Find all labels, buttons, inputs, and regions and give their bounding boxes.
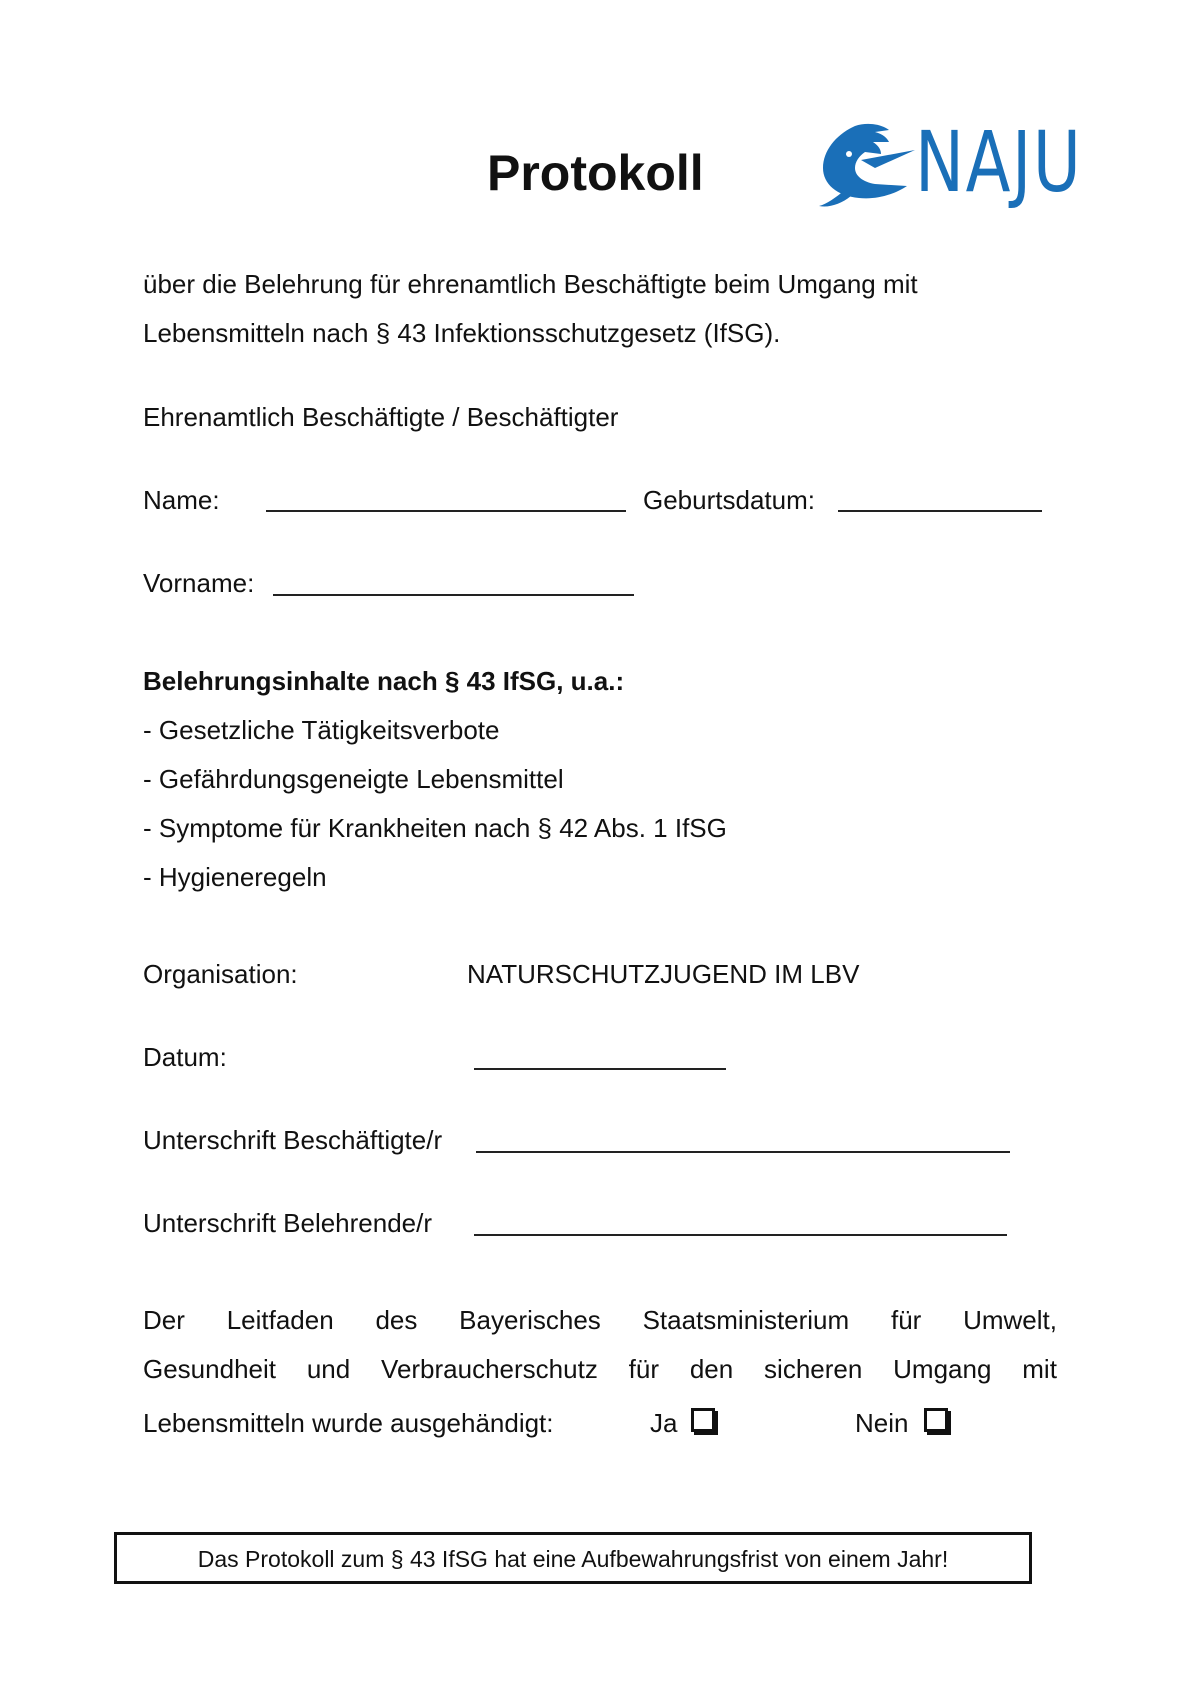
intro-line-1: über die Belehrung für ehrenamtlich Beschäftigte beim Umgang mit [143,269,918,299]
guide-word: Staatsministerium [642,1305,850,1335]
page-title: Protokoll [487,145,704,201]
guide-word: Umwelt, [963,1305,1057,1335]
guide-line-3: Lebensmitteln wurde ausgehändigt: [143,1408,554,1438]
guide-line-1 [143,1304,1057,1336]
naju-logo [815,113,1085,211]
instructor-signature-field[interactable] [474,1234,1007,1236]
guide-word: Gesundheit [143,1354,276,1384]
guide-word: Bayerisches [459,1305,601,1335]
birthdate-field[interactable] [838,510,1042,512]
retention-notice-text: Das Protokoll zum § 43 IfSG hat eine Aufbewahrungsfrist von einem Jahr! [197,1546,949,1572]
guide-word: Der [143,1305,185,1335]
organisation-label: Organisation: [143,959,298,989]
guide-word: für [628,1354,659,1384]
guide-word: den [689,1354,734,1384]
date-field[interactable] [474,1068,726,1070]
guide-word: Verbraucherschutz [381,1354,598,1384]
list-item: - Gefährdungsgeneigte Lebensmittel [143,764,564,794]
birthdate-label: Geburtsdatum: [643,485,815,515]
logo-wordmark: NAJU [915,113,1083,211]
guide-word: sicheren [764,1354,863,1384]
firstname-field[interactable] [273,594,634,596]
instructor-signature-label: Unterschrift Belehrende/r [143,1208,433,1238]
kingfisher-bird-icon [815,120,915,210]
guide-word: für [890,1305,922,1335]
no-checkbox[interactable] [924,1408,948,1432]
guide-word: und [306,1354,351,1384]
contents-heading: Belehrungsinhalte nach § 43 IfSG, u.a.: [143,666,625,696]
firstname-label: Vorname: [143,568,255,598]
no-label: Nein [855,1408,909,1438]
employee-signature-label: Unterschrift Beschäftigte/r [143,1125,443,1155]
list-item: - Gesetzliche Tätigkeitsverbote [143,715,500,745]
list-item: - Symptome für Krankheiten nach § 42 Abs. 1 IfSG [143,813,727,843]
name-field[interactable] [266,510,626,512]
yes-label: Ja [650,1408,678,1438]
guide-line-2 [143,1353,1057,1385]
guide-word: des [375,1305,418,1335]
guide-word: mit [1022,1354,1057,1384]
guide-word: Leitfaden [226,1305,334,1335]
name-label: Name: [143,485,220,515]
guide-word: Umgang [893,1354,992,1384]
yes-checkbox[interactable] [691,1408,715,1432]
employee-heading: Ehrenamtlich Beschäftigte / Beschäftigter [143,402,619,432]
intro-line-2: Lebensmitteln nach § 43 Infektionsschutzgesetz (IfSG). [143,318,781,348]
retention-notice-box [114,1532,1032,1584]
date-label: Datum: [143,1042,227,1072]
organisation-value: NATURSCHUTZJUGEND IM LBV [467,959,860,989]
list-item: - Hygieneregeln [143,862,327,892]
employee-signature-field[interactable] [476,1151,1010,1153]
